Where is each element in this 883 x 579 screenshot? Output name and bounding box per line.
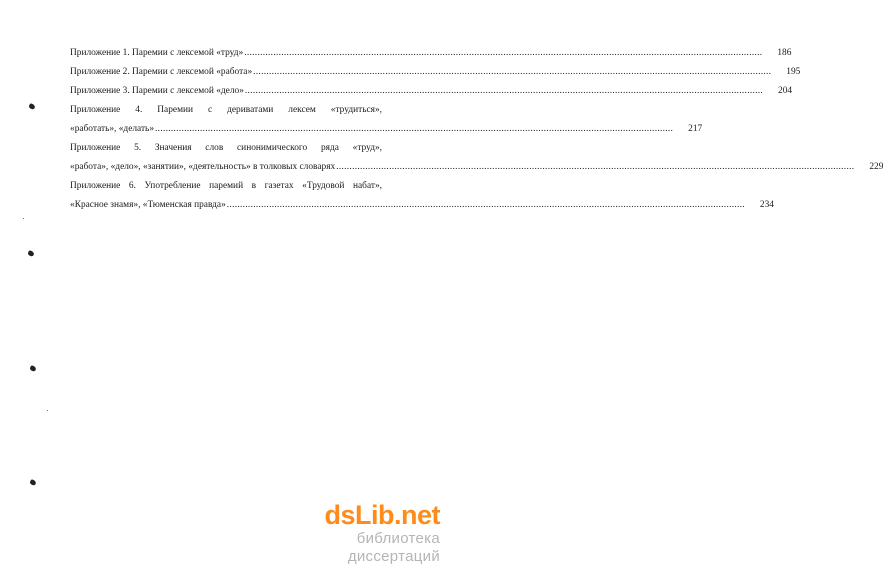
toc-entry [70,44,792,63]
toc-entry-title-line2: «работа», «дело», «занятии», «деятельность» в толковых словарях [70,162,336,172]
toc-page-number: 204 [778,86,793,96]
toc-entry-line2 [70,196,774,215]
toc-entry-line2 [70,120,703,139]
toc-leader-dots [227,196,745,215]
toc-entry-title: Приложение 3. Паремии с лексемой «дело» [70,86,244,96]
toc-entry-title: Приложение 1. Паремии с лексемой «труд» [70,48,244,58]
scan-speck [29,365,37,372]
scan-speck [27,250,35,257]
toc-entry-title-line1: Приложение 6. Употребление паремий в газетах «Трудовой набат», [70,181,382,191]
toc-page-number: 195 [786,67,801,77]
toc-leader-dots [245,82,763,101]
toc-leader-dots [336,158,854,177]
watermark-logo: dsLib.net [324,500,440,530]
scan-speck [23,218,24,219]
toc-page-number: 229 [869,162,883,172]
watermark-subtitle: библиотека диссертаций [347,530,440,565]
toc-page-number: 234 [759,200,774,210]
toc-entry-title-line2: «работать», «делать» [70,124,155,134]
toc-entry-title-line2: «Красное знамя», «Тюменская правда» [70,200,226,210]
toc-page-number: 186 [777,48,792,58]
toc-page-number: 217 [688,124,703,134]
toc-entry [70,139,883,177]
scan-speck [29,479,37,486]
toc-entry-title: Приложение 2. Паремии с лексемой «работа» [70,67,253,77]
table-of-contents [70,44,883,215]
toc-entry-title-line1: Приложение 4. Паремии с дериватами лексем «трудиться», [70,105,382,115]
toc-entry [70,177,774,215]
scan-speck [47,410,48,411]
scan-speck [28,103,36,110]
toc-leader-dots [253,63,771,82]
toc-entry [70,82,793,101]
watermark [270,500,440,566]
toc-leader-dots [244,44,762,63]
toc-entry [70,101,703,139]
toc-leader-dots [155,120,673,139]
toc-entry-line2 [70,158,883,177]
toc-entry-title-line1: Приложение 5. Значения слов синонимического ряда «труд», [70,143,382,153]
toc-entry [70,63,801,82]
